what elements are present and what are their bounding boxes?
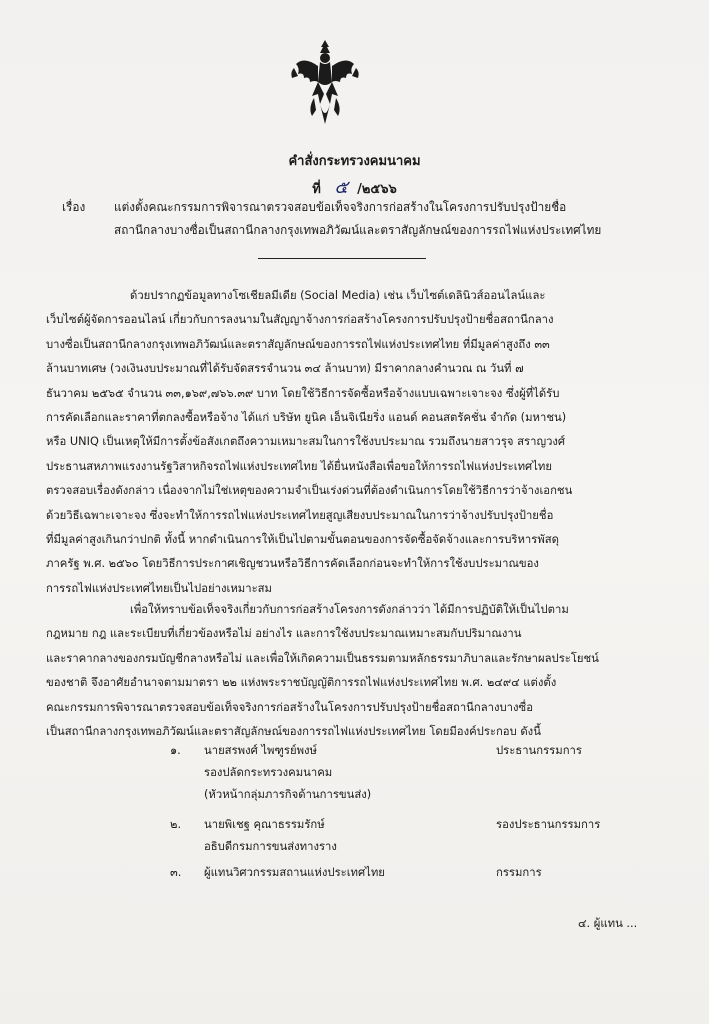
member-number: ๓. bbox=[170, 866, 182, 879]
member-item bbox=[0, 740, 709, 810]
member-position: รองปลัดกระทรวงคมนาคม bbox=[204, 766, 333, 779]
paragraph-line: และราคากลางของกรมบัญชีกลางหรือไม่ และเพื่อให้เกิดความเป็นธรรมตามหลักธรรมาภิบาลและรักษาผลประโยชน์ bbox=[46, 651, 599, 665]
subject-line-1: เรื่อง แต่งตั้งคณะกรรมการพิจารณาตรวจสอบข้อเท็จจริงการก่อสร้างในโครงการปรับปรุงป้ายชื่อ bbox=[62, 196, 647, 219]
paragraph-line: หรือ UNIQ เป็นเหตุให้มีการตั้งข้อสังเกตถึงความเหมาะสมในการใช้งบประมาณ รวมถึงนายสาวรุจ สราญวงศ์ bbox=[46, 435, 566, 449]
member-item bbox=[0, 814, 709, 860]
paragraph-line: ของชาติ จึงอาศัยอำนาจตามมาตรา ๒๒ แห่งพระราชบัญญัติการรถไฟแห่งประเทศไทย พ.ศ. ๒๔๙๔ แต่งตั้ง bbox=[46, 676, 557, 690]
subject-block bbox=[62, 196, 647, 242]
member-item bbox=[0, 862, 709, 886]
member-number: ๒. bbox=[170, 818, 182, 831]
subject-line-2: สถานีกลางบางซื่อเป็นสถานีกลางกรุงเทพอภิวัฒน์และตราสัญลักษณ์ของการรถไฟแห่งประเทศไทย bbox=[114, 223, 602, 237]
paragraph-line: บางซื่อเป็นสถานีกลางกรุงเทพอภิวัฒน์และตราสัญลักษณ์ของการรถไฟแห่งประเทศไทย ที่มีมูลค่าสูงถึง ๓๓ bbox=[46, 337, 550, 351]
order-number-handwritten: ๕ bbox=[334, 177, 349, 198]
paragraph-line: ด้วยปรากฏข้อมูลทางโซเชียลมีเดีย (Social Media) เช่น เว็บไซต์เดลินิวส์ออนไลน์และ bbox=[130, 289, 546, 302]
order-title: คำสั่งกระทรวงคมนาคม bbox=[288, 154, 421, 169]
paragraph-line: เป็นสถานีกลางกรุงเทพอภิวัฒน์และตราสัญลักษณ์ของการรถไฟแห่งประเทศไทย โดยมีองค์ประกอบ ดังนี้ bbox=[46, 724, 541, 738]
order-number-prefix: ที่ bbox=[312, 182, 321, 197]
garuda-emblem-icon bbox=[290, 38, 360, 124]
paragraph-line: การรถไฟแห่งประเทศไทยเป็นไปอย่างเหมาะสม bbox=[46, 581, 272, 595]
member-role: รองประธานกรรมการ bbox=[496, 818, 601, 831]
paragraph-line: เพื่อให้ทราบข้อเท็จจริงเกี่ยวกับการก่อสร้างโครงการดังกล่าวว่า ได้มีการปฏิบัติให้เป็นไปตาม bbox=[130, 603, 569, 616]
member-role: ประธานกรรมการ bbox=[496, 744, 582, 757]
paragraph-line: กฎหมาย กฎ และระเบียบที่เกี่ยวข้องหรือไม่ อย่างไร และการใช้งบประมาณเหมาะสมกับปริมาณงาน bbox=[46, 627, 522, 641]
paragraph-line: การคัดเลือกและราคาที่ตกลงซื้อหรือจ้าง ได้แก่ บริษัท ยูนิค เอ็นจิเนียริ่ง แอนด์ คอนสตรัคชั่น จำกัด (มหาชน) bbox=[46, 410, 567, 424]
paragraph-line: ประธานสหภาพแรงงานรัฐวิสาหกิจรถไฟแห่งประเทศไทย ได้ยื่นหนังสือเพื่อขอให้การรถไฟแห่งประเทศไทย bbox=[46, 459, 552, 473]
order-number-suffix: /๒๕๖๖ bbox=[357, 182, 397, 197]
paragraph-1 bbox=[46, 284, 666, 601]
paragraph-line: คณะกรรมการพิจารณาตรวจสอบข้อเท็จจริงการก่อสร้างในโครงการปรับปรุงป้ายชื่อสถานีกลางบางซื่อ bbox=[46, 700, 533, 714]
divider-line bbox=[258, 258, 426, 259]
member-name: นายพิเชฐ คุณาธรรมรักษ์ bbox=[204, 818, 325, 831]
paragraph-line: ตรวจสอบเรื่องดังกล่าว เนื่องจากไม่ใช่เหตุของความจำเป็นเร่งด่วนที่ต้องดำเนินการโดยใช้วิธีการว่าจ้างเอกชน bbox=[46, 484, 573, 498]
member-role: กรรมการ bbox=[496, 866, 542, 879]
paragraph-line: ที่มีมูลค่าสูงเกินกว่าปกติ ทั้งนี้ หากดำเนินการให้เป็นไปตามขั้นตอนของการจัดซื้อจัดจ้างและการบริหารพัสดุ bbox=[46, 532, 560, 546]
page-continuation: ๔. ผู้แทน ... bbox=[578, 917, 638, 930]
member-name: ผู้แทนวิศวกรรมสถานแห่งประเทศไทย bbox=[204, 866, 385, 879]
paragraph-line: ล้านบาทเศษ (วงเงินงบประมาณที่ได้รับจัดสรรจำนวน ๓๔ ล้านบาท) มีราคากลางคำนวณ ณ วันที่ ๗ bbox=[46, 362, 524, 376]
member-position: อธิบดีกรมการขนส่งทางราง bbox=[204, 840, 337, 853]
member-number: ๑. bbox=[170, 744, 181, 757]
paragraph-line: ธันวาคม ๒๕๖๕ จำนวน ๓๓,๑๖๙,๗๖๖.๓๙ บาท โดยใช้วิธีการจัดซื้อหรือจ้างแบบเฉพาะเจาะจง ซึ่งผู้ที่ได้รับ bbox=[46, 386, 560, 400]
paragraph-2 bbox=[46, 598, 666, 744]
subject-label: เรื่อง bbox=[62, 200, 86, 214]
member-name: นายสรพงศ์ ไพฑูรย์พงษ์ bbox=[204, 744, 317, 757]
paragraph-line: ภาครัฐ พ.ศ. ๒๕๖๐ โดยวิธีการประกาศเชิญชวนหรือวิธีการคัดเลือกก่อนจะทำให้การใช้งบประมาณของ bbox=[46, 557, 539, 571]
paragraph-line: ด้วยวิธีเฉพาะเจาะจง ซึ่งจะทำให้การรถไฟแห่งประเทศไทยสูญเสียงบประมาณในการว่าจ้างปรับปรุงป้ายชื่อ bbox=[46, 508, 554, 522]
paragraph-line: เว็บไซต์ผู้จัดการออนไลน์ เกี่ยวกับการลงนามในสัญญาจ้างการก่อสร้างโครงการปรับปรุงป้ายชื่อสถานีกลาง bbox=[46, 313, 554, 327]
member-position-detail: (หัวหน้ากลุ่มภารกิจด้านการขนส่ง) bbox=[204, 788, 372, 801]
